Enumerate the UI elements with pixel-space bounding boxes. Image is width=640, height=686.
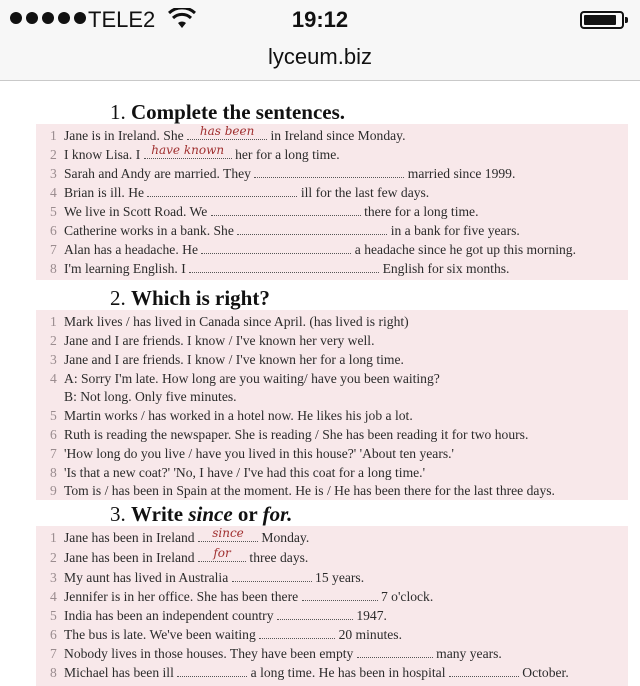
worksheet	[30, 88, 632, 686]
s1-line-6: 6 Catherine works in a bank. She in a bank for five years.	[50, 223, 520, 238]
s1-line-5: 5 We live in Scott Road. We there for a long time.	[50, 204, 479, 219]
answer-blank[interactable]	[277, 608, 353, 620]
s2-line-9: 9 Tom is / has been in Spain at the moment. He is / He has been there for the last three days.	[50, 483, 555, 498]
answer-blank[interactable]	[147, 185, 297, 197]
s3-line-4: 4 Jennifer is in her office. She has been there 7 o'clock.	[50, 589, 434, 604]
answer-blank[interactable]	[357, 646, 433, 658]
s2-line-8: 8 'Is that a new coat?' 'No, I have / I've had this coat for a long time.'	[50, 465, 426, 480]
s2-line-5: 5 Martin works / has worked in a hotel now. He likes his job a lot.	[50, 408, 413, 423]
s1-line-7: 7 Alan has a headache. He a headache since he got up this morning.	[50, 242, 577, 257]
s1-line-4: 4 Brian is ill. He ill for the last few days.	[50, 185, 430, 200]
section2-title: 2. Which is right?	[110, 286, 270, 310]
section3-title: 3. Write since or for.	[110, 502, 293, 526]
s3-line-3: 3 My aunt has lived in Australia 15 years.	[50, 570, 365, 585]
url-text: lyceum.biz	[268, 44, 372, 69]
answer-blank[interactable]: has been	[187, 128, 267, 140]
answer-blank[interactable]	[449, 665, 519, 677]
section1-title: 1. Complete the sentences.	[110, 100, 346, 124]
answer-blank[interactable]	[211, 204, 361, 216]
s3-line-1: 1 Jane has been in Ireland since Monday.	[50, 526, 310, 545]
answer-blank[interactable]: for	[198, 550, 246, 562]
s1-line-1: 1 Jane is in Ireland. She has been in Ireland since Monday.	[50, 124, 406, 143]
s3-line-7: 7 Nobody lives in those houses. They have been empty many years.	[50, 646, 502, 661]
s1-line-2: 2 I know Lisa. I have known her for a long time.	[50, 143, 340, 162]
answer-blank[interactable]	[201, 242, 351, 254]
answer-blank[interactable]	[232, 570, 312, 582]
section1-box	[36, 124, 628, 280]
answer-blank[interactable]	[189, 261, 379, 273]
section2-box	[36, 310, 628, 500]
answer-blank[interactable]	[237, 223, 387, 235]
s2-line-4a: 4 A: Sorry I'm late. How long are you waiting/ have you been waiting?	[50, 371, 440, 386]
s2-line-1: 1 Mark lives / has lived in Canada since April. (has lived is right)	[50, 314, 409, 329]
url-bar[interactable]	[0, 40, 640, 81]
answer-blank[interactable]	[254, 166, 404, 178]
s2-line-4b: B: Not long. Only five minutes.	[64, 389, 237, 404]
s2-line-6: 6 Ruth is reading the newspaper. She is reading / She has been reading it for two hours.	[50, 427, 529, 442]
s2-line-7: 7 'How long do you live / have you lived in this house?' 'About ten years.'	[50, 446, 454, 461]
answer-blank[interactable]: since	[198, 530, 258, 542]
answer-blank[interactable]: have known	[144, 147, 232, 159]
battery-icon	[580, 11, 624, 29]
clock: 19:12	[291, 7, 349, 32]
answer-blank[interactable]	[302, 589, 378, 601]
answer-blank[interactable]	[259, 627, 335, 639]
s3-line-5: 5 India has been an independent country 1947.	[50, 608, 387, 623]
s3-line-8: 8 Michael has been ill a long time. He has been in hospital October.	[50, 665, 569, 680]
carrier-name: TELE2	[88, 7, 156, 32]
section3-box	[36, 526, 628, 686]
s3-line-2: 2 Jane has been in Ireland for three days.	[50, 546, 309, 565]
s2-line-2: 2 Jane and I are friends. I know / I've known her very well.	[50, 333, 375, 348]
answer-blank[interactable]	[177, 665, 247, 677]
status-bar	[0, 0, 640, 40]
s2-line-3: 3 Jane and I are friends. I know / I've known her for a long time.	[50, 352, 404, 367]
s3-line-6: 6 The bus is late. We've been waiting 20 minutes.	[50, 627, 402, 642]
s1-line-3: 3 Sarah and Andy are married. They married since 1999.	[50, 166, 516, 181]
s1-line-8: 8 I'm learning English. I English for six months.	[50, 261, 510, 276]
